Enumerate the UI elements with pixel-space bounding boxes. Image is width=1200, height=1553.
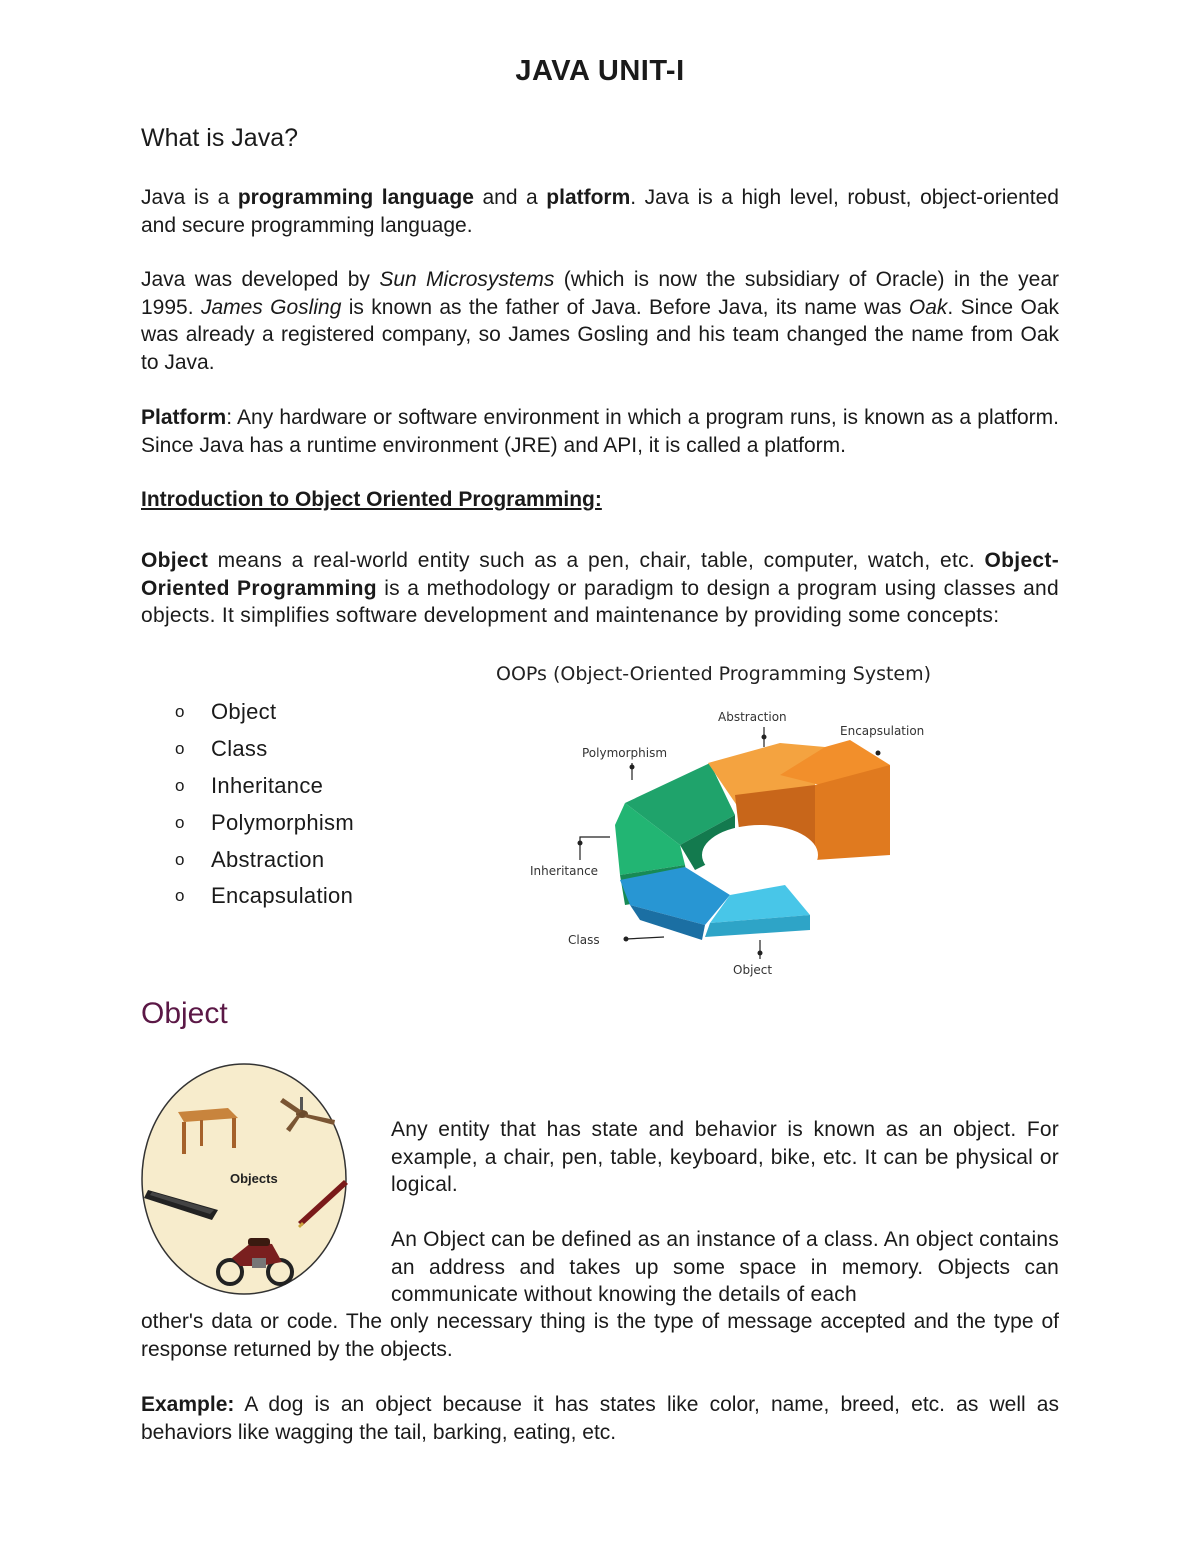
bullet-icon: o bbox=[175, 886, 185, 906]
italic-oak: Oak bbox=[908, 295, 948, 319]
diagram-hole bbox=[702, 825, 818, 885]
dot-class bbox=[624, 937, 629, 942]
list-item bbox=[175, 768, 354, 805]
java-history-paragraph bbox=[141, 266, 1059, 376]
concept-label: Polymorphism bbox=[211, 809, 354, 835]
dot-inheritance bbox=[578, 841, 583, 846]
example-paragraph bbox=[141, 1391, 1059, 1446]
concept-label: Class bbox=[211, 736, 268, 762]
leader-class bbox=[626, 937, 664, 939]
list-item bbox=[175, 804, 354, 841]
dot-abstraction bbox=[762, 735, 767, 740]
text-run: . Since Oak was already a registered company, so James Gosling and his team changed the name from Oak to Java. bbox=[141, 295, 1060, 374]
text-run: (which is now the subsidiary of Oracle) in the year 1995. bbox=[141, 268, 1060, 319]
concept-label: Object bbox=[211, 699, 277, 725]
text-run: Java was developed by bbox=[141, 268, 380, 291]
list-item bbox=[175, 731, 354, 768]
text-run: means a real-world entity such as a pen, chair, table, computer, watch, etc. bbox=[208, 549, 985, 572]
label-inheritance: Inheritance bbox=[530, 864, 599, 878]
bold-platform-term: Platform bbox=[141, 406, 227, 429]
bold-object-term: Object bbox=[141, 549, 209, 572]
bold-programming-language: programming language bbox=[237, 186, 474, 209]
italic-james-gosling: James Gosling bbox=[200, 295, 342, 319]
text-run: is known as the father of Java. Before Java, its name was bbox=[341, 295, 909, 319]
object-definition-paragraph: Any entity that has state and behavior is known as an object. For example, a chair, pen, table, keyboard, bike, etc. It can be physical or logical. bbox=[391, 1118, 1059, 1196]
diagram-title: OOPs (Object-Oriented Programming System) bbox=[496, 663, 932, 685]
text-run: . Java is a high level, robust, object-oriented and secure programming language. bbox=[141, 186, 1059, 237]
object-section-heading: Object bbox=[141, 997, 228, 1030]
bold-example: Example: bbox=[141, 1393, 235, 1416]
text-run: is a methodology or paradigm to design a program using classes and objects. It simplifies software development and maintenance by providing some concepts: bbox=[141, 576, 1060, 627]
bold-oop-term: Object-Oriented Programming bbox=[141, 549, 1059, 600]
platform-paragraph bbox=[141, 404, 1059, 459]
oops-diagram bbox=[480, 655, 1040, 985]
list-item bbox=[175, 878, 354, 915]
bullet-icon: o bbox=[175, 812, 185, 832]
leader-inheritance bbox=[580, 837, 610, 860]
text-run: Java is a bbox=[141, 186, 238, 209]
what-is-java-heading: What is Java? bbox=[141, 124, 299, 152]
document-title: JAVA UNIT-I bbox=[515, 55, 685, 87]
objects-label: Objects bbox=[230, 1171, 278, 1186]
objects-illustration bbox=[140, 1062, 348, 1296]
bullet-icon: o bbox=[175, 739, 185, 759]
text-run: A dog is an object because it has states like color, name, breed, etc. as well as behaviors like wagging the tail, barking, eating, etc. bbox=[141, 1393, 1059, 1444]
bullet-icon: o bbox=[175, 702, 185, 722]
bullet-icon: o bbox=[175, 849, 185, 869]
text-run: and a bbox=[473, 186, 547, 209]
concept-label: Inheritance bbox=[211, 772, 324, 798]
dot-encapsulation bbox=[876, 751, 881, 756]
object-instance-paragraph: An Object can be defined as an instance of a class. An object contains an address and takes up some space in memory. Objects can communicate without knowing the details of each bbox=[391, 1228, 1059, 1306]
italic-sun-microsystems: Sun Microsystems bbox=[379, 268, 555, 291]
concept-label: Encapsulation bbox=[211, 883, 354, 909]
label-object: Object bbox=[733, 963, 773, 977]
label-abstraction: Abstraction bbox=[718, 710, 787, 724]
oop-intro-heading: Introduction to Object Oriented Programming: bbox=[141, 488, 602, 511]
concept-label: Abstraction bbox=[211, 846, 325, 872]
text-run: : Any hardware or software environment in which a program runs, is known as a platform. Since Java has a runtime environment (JRE) and API, it is called a platform. bbox=[141, 406, 1059, 457]
bullet-icon: o bbox=[175, 775, 185, 795]
java-definition-paragraph bbox=[141, 184, 1059, 239]
label-polymorphism: Polymorphism bbox=[582, 746, 668, 760]
oop-concepts-list bbox=[175, 694, 354, 915]
object-instance-paragraph-cont: other's data or code. The only necessary thing is the type of message accepted and the type of response returned by the objects. bbox=[141, 1310, 1059, 1361]
dot-polymorphism bbox=[630, 765, 635, 770]
dot-object bbox=[758, 951, 763, 956]
oop-paragraph bbox=[141, 547, 1059, 630]
label-class: Class bbox=[568, 933, 600, 947]
label-encapsulation: Encapsulation bbox=[840, 724, 925, 738]
list-item bbox=[175, 694, 354, 731]
bold-platform: platform bbox=[546, 186, 631, 209]
list-item bbox=[175, 841, 354, 878]
